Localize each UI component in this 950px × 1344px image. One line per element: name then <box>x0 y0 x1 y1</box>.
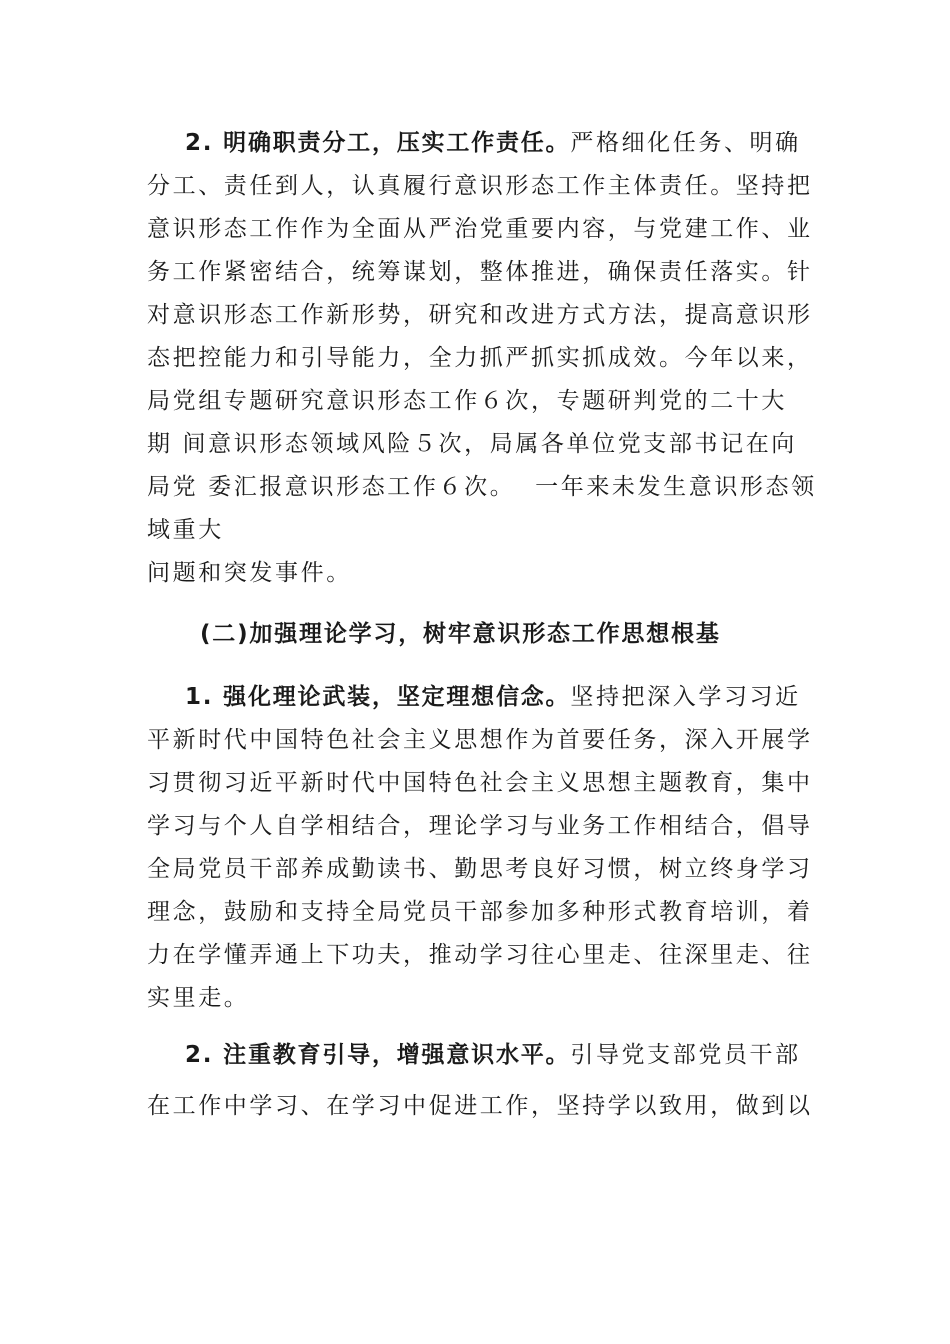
para3-lead: 2. 注重教育引导，增强意识水平。 <box>185 1042 571 1068</box>
para1-line-6: 态把控能力和引导能力，全力抓严抓实抓成效。今年以来， <box>147 345 813 371</box>
para1-line-3: 意识形态工作作为全面从严治党重要内容，与党建工作、业 <box>147 216 813 242</box>
para1-line-8: 期 间意识形态领域风险５次，局属各单位党支部书记在向 <box>147 431 797 457</box>
para1-line1-rest: 严格细化任务、明确 <box>570 130 801 156</box>
para2-line-1 <box>185 682 801 712</box>
para2-line-3: 习贯彻习近平新时代中国特色社会主义思想主题教育，集中 <box>147 770 813 796</box>
para1-line-11: 问题和突发事件。 <box>147 560 352 586</box>
para2-line-7: 力在学懂弄通上下功夫，推动学习往心里走、往深里走、往 <box>147 942 813 968</box>
para1-line-5: 对意识形态工作新形势，研究和改进方式方法，提高意识形 <box>147 302 813 328</box>
para1-line-9: 局党 委汇报意识形态工作６次。 一年来未发生意识形态领 <box>147 474 817 500</box>
para1-line-7: 局党组专题研究意识形态工作６次，专题研判党的二十大 <box>147 388 787 414</box>
para1-line-1 <box>185 128 801 158</box>
para1-line-2: 分工、责任到人，认真履行意识形态工作主体责任。坚持把 <box>147 173 813 199</box>
para1-line-4: 务工作紧密结合，统筹谋划，整体推进，确保责任落实。针 <box>147 259 813 285</box>
para2-line-2: 平新时代中国特色社会主义思想作为首要任务，深入开展学 <box>147 727 813 753</box>
para2-line-6: 理念，鼓励和支持全局党员干部参加多种形式教育培训，着 <box>147 899 813 925</box>
para2-line-5: 全局党员干部养成勤读书、勤思考良好习惯，树立终身学习 <box>147 856 813 882</box>
para3-line-2: 在工作中学习、在学习中促进工作，坚持学以致用，做到以 <box>147 1093 813 1119</box>
para2-line-4: 学习与个人自学相结合，理论学习与业务工作相结合，倡导 <box>147 813 813 839</box>
para3-line1-rest: 引导党支部党员干部 <box>570 1042 801 1068</box>
para2-line1-rest: 坚持把深入学习习近 <box>570 684 801 710</box>
para2-lead: 1. 强化理论武装，坚定理想信念。 <box>185 684 571 710</box>
para2-line-8: 实里走。 <box>147 985 250 1011</box>
para3-line-1 <box>185 1040 801 1070</box>
para1-line-10: 域重大 <box>147 517 224 543</box>
para1-lead: 2. 明确职责分工，压实工作责任。 <box>185 130 571 156</box>
section-heading: (二)加强理论学习，树牢意识形态工作思想根基 <box>200 621 721 647</box>
